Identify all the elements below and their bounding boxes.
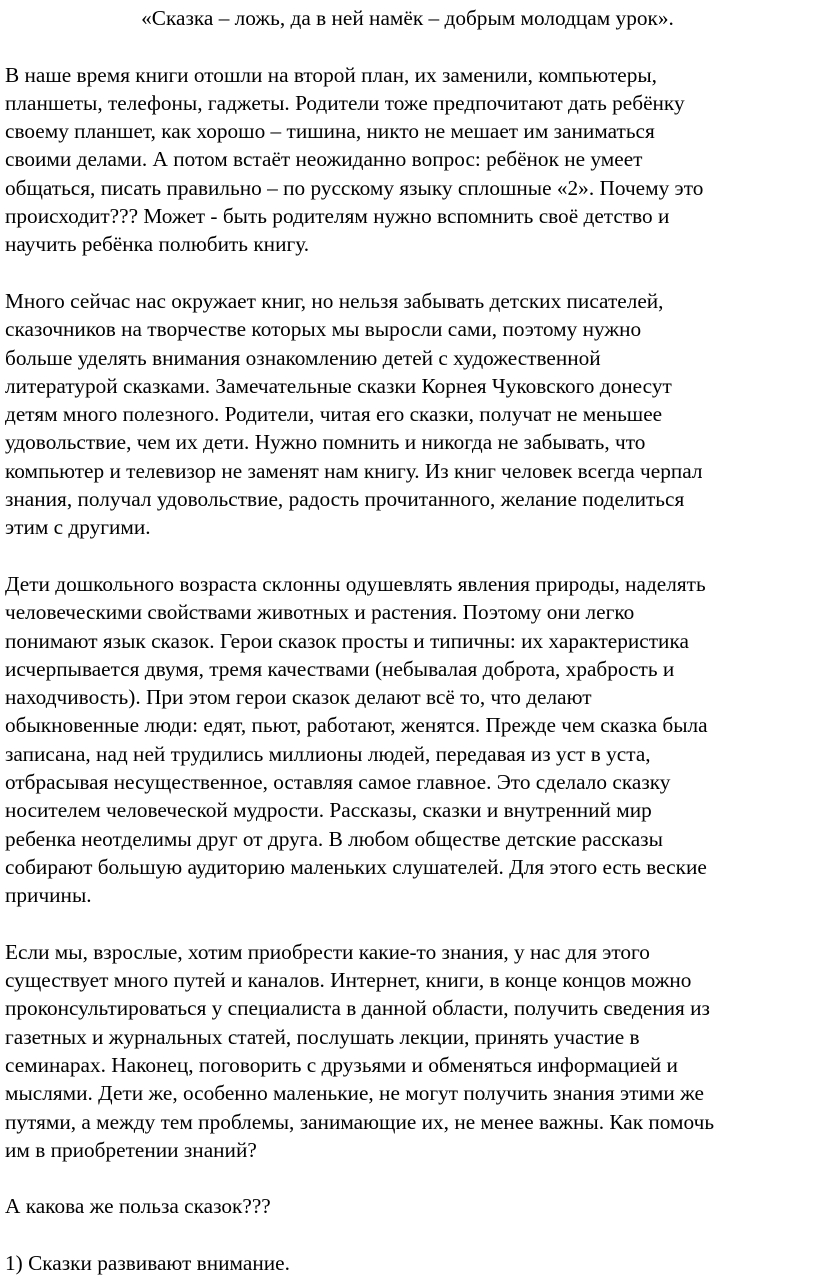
document-title: «Сказка – ложь, да в ней намёк – добрым молодцам урок». (141, 6, 674, 30)
spacer (5, 32, 816, 60)
paragraph-1: В наше время книги отошли на второй план, их заменили, компьютеры, планшеты, телефоны, гаджеты. Родители тоже предпочитают дать ребёнку своему планшет, как хорошо – тишина, никто не мешает им заниматься своими делами. А потом встаёт неожиданно вопрос: ребёнок не умеет общаться, писать правильно – по русскому языку сплошные «2». Почему это происходит??? Может - быть родителям нужно вспомнить своё детство и научить ребёнка полюбить книгу. (5, 62, 704, 257)
paragraph-3: Дети дошкольного возраста склонны одушевлять явления природы, наделять человеческими свойствами животных и растения. Поэтому они легко понимают язык сказок. Герои сказок просты и типичны: их характеристика исчерпывается двумя, тремя качествами (небывалая доброта, храбрость и находчивость). При этом герои сказок делают всё то, что делают обыкновенные люди: едят, пьют, работают, женятся. Прежде чем сказка была записана, над ней трудились миллионы людей, передавая из уст в уста, отбрасывая несущественное, оставляя самое главное. Это сделало сказку носителем человеческой мудрости. Рассказы, сказки и внутренний мир ребенка неотделимы друг от друга. В любом обществе детские рассказы собирают большую аудиторию маленьких слушателей. Для этого есть веские причины. (5, 571, 708, 908)
spacer (5, 259, 816, 287)
spacer (5, 910, 816, 938)
spacer (5, 542, 816, 570)
question-line: А какова же польза сказок??? (5, 1194, 271, 1219)
list-item-1: 1) Сказки развивают внимание. (5, 1251, 290, 1276)
paragraph-4: Если мы, взрослые, хотим приобрести какие-то знания, у нас для этого существует много путей и каналов. Интернет, книги, в конце концов можно проконсультироваться у специалиста в данной области, получить сведения из газетных и журнальных статей, послушать лекции, принять участие в семинарах. Наконец, поговорить с друзьями и обменяться информацией и мыслями. Дети же, особенно маленькие, не могут получить знания этими же путями, а между тем проблемы, занимающие их, не менее важны. Как помочь им в приобретении знаний? (5, 939, 715, 1162)
spacer (5, 1164, 816, 1192)
paragraph-2: Много сейчас нас окружает книг, но нельзя забывать детских писателей, сказочников на творчестве которых мы выросли сами, поэтому нужно больше уделять внимания ознакомлению детей с художественной литературой сказками. Замечательные сказки Корнея Чуковского донесут детям много полезного. Родители, читая его сказки, получат не меньшее удовольствие, чем их дети. Нужно помнить и никогда не забывать, что компьютер и телевизор не заменят нам книгу. Из книг человек всегда черпал знания, получал удовольствие, радость прочитанного, желание поделиться этим с другими. (5, 288, 703, 540)
spacer (5, 1221, 816, 1249)
